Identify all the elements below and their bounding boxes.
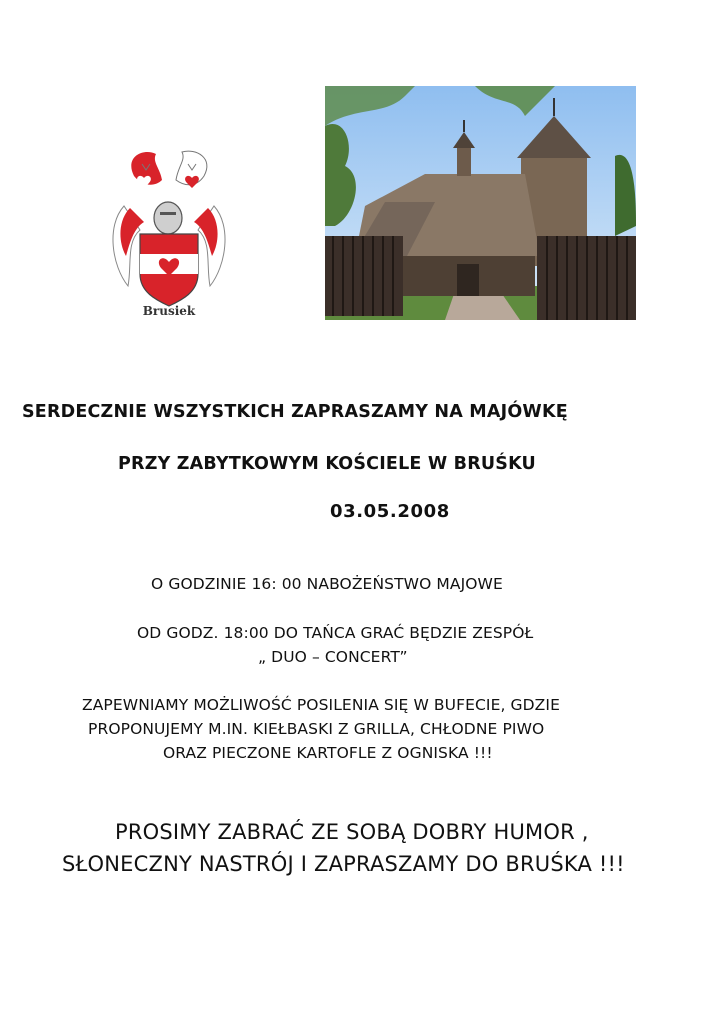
event-date: 03.05.2008: [330, 501, 450, 522]
headline-line-1: SERDECZNIE WSZYSTKICH ZAPRASZAMY NA MAJÓWKĘ: [22, 402, 568, 422]
church-photo: [325, 86, 636, 320]
food-info-line-1: ZAPEWNIAMY MOŻLIWOŚĆ POSILENIA SIĘ W BUFECIE, GDZIE: [82, 696, 560, 714]
wooden-church-image: [325, 86, 636, 320]
dance-info-line-2: „ DUO – CONCERT”: [258, 648, 408, 666]
headline-line-2: PRZY ZABYTKOWYM KOŚCIELE W BRUŚKU: [118, 454, 536, 474]
crest-caption: Brusiek: [142, 304, 196, 318]
food-info-line-2: PROPONUJEMY M.IN. KIEŁBASKI Z GRILLA, CHŁODNE PIWO: [88, 720, 545, 738]
coat-of-arms-emblem: [104, 146, 234, 324]
closing-line-1: PROSIMY ZABRAĆ ZE SOBĄ DOBRY HUMOR ,: [115, 820, 589, 844]
mass-info: O GODZINIE 16: 00 NABOŻEŃSTWO MAJOWE: [151, 575, 503, 593]
coat-of-arms: [104, 146, 234, 324]
food-info-line-3: ORAZ PIECZONE KARTOFLE Z OGNISKA !!!: [163, 744, 493, 762]
dance-info-line-1: OD GODZ. 18:00 DO TAŃCA GRAĆ BĘDZIE ZESPÓŁ: [137, 624, 534, 642]
closing-line-2: SŁONECZNY NASTRÓJ I ZAPRASZAMY DO BRUŚKA !!!: [62, 852, 625, 876]
